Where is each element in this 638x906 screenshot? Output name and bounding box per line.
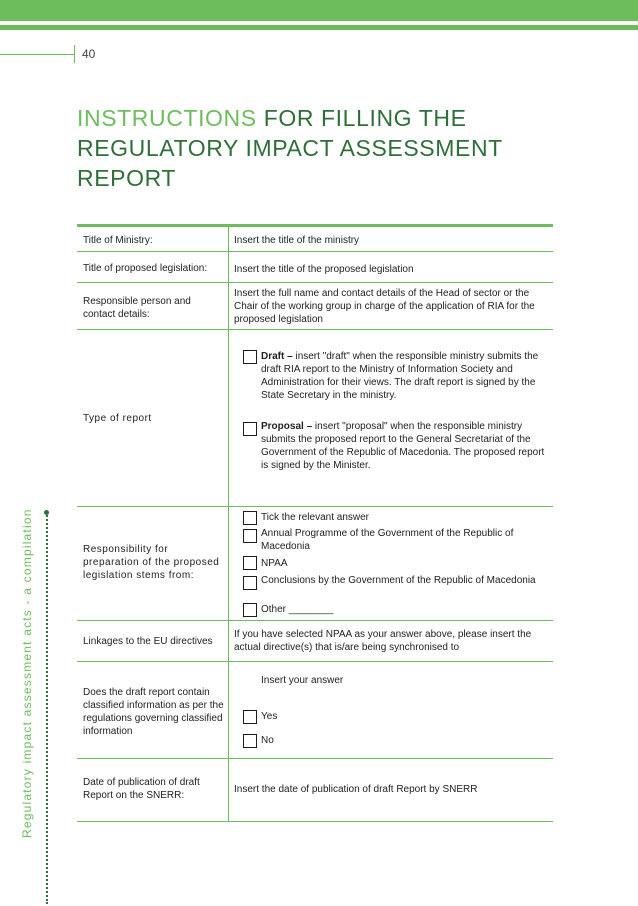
publication-value: Insert the date of publication of draft Report by SNERR	[234, 784, 478, 795]
no-option: No	[261, 735, 274, 746]
responsible-label: Responsible person and contact details:	[83, 296, 191, 320]
table-row-ministry	[77, 227, 553, 252]
column-divider	[228, 227, 229, 251]
column-divider	[228, 507, 229, 620]
draft-label: Draft –	[261, 351, 293, 362]
page-title	[77, 103, 557, 193]
column-divider	[228, 621, 229, 661]
other-checkbox[interactable]	[243, 603, 257, 617]
table-row-responsibility	[77, 507, 553, 621]
yes-checkbox[interactable]	[243, 710, 257, 724]
draft-checkbox[interactable]	[243, 350, 257, 364]
header-bar	[0, 0, 638, 21]
proposal-text: insert "proposal" when the responsible ministry submits the proposed report to the General Secretariat of the Government of the Republic of Macedonia. The proposed report is signed by the Minister.	[261, 421, 545, 471]
table-row-classified	[77, 662, 553, 759]
header-rule	[0, 25, 638, 30]
proposal-checkbox[interactable]	[243, 422, 257, 436]
column-divider	[228, 662, 229, 758]
table-row-linkages	[77, 621, 553, 662]
classified-label: Does the draft report contain classified information as per the regulations governing classified information	[83, 687, 224, 737]
annual-programme-option: Annual Programme of the Government of the Republic of Macedonia	[261, 528, 514, 552]
title-rest: FOR FILLING THE REGULATORY IMPACT ASSESSMENT REPORT	[77, 105, 503, 191]
column-divider	[228, 252, 229, 282]
table-row-legislation	[77, 252, 553, 283]
tick-checkbox[interactable]	[243, 511, 257, 525]
npaa-option: NPAA	[261, 558, 288, 569]
page-number-rule	[0, 54, 74, 55]
sidebar-dotted-line	[46, 512, 48, 904]
title-accent: INSTRUCTIONS	[77, 105, 257, 131]
column-divider	[228, 759, 229, 821]
no-checkbox[interactable]	[243, 734, 257, 748]
proposal-label: Proposal –	[261, 421, 313, 432]
page-number-tick	[74, 45, 75, 63]
npaa-checkbox[interactable]	[243, 556, 257, 570]
annual-programme-checkbox[interactable]	[243, 529, 257, 543]
yes-option: Yes	[261, 711, 278, 722]
tick-option: Tick the relevant answer	[261, 512, 370, 523]
linkages-label: Linkages to the EU directives	[83, 636, 213, 647]
ministry-value: Insert the title of the ministry	[234, 235, 360, 246]
type-label: Type of report	[83, 413, 152, 424]
other-option: Other ________	[261, 604, 334, 615]
page-number: 40	[82, 47, 96, 61]
column-divider	[228, 283, 229, 329]
conclusions-option: Conclusions by the Government of the Republic of Macedonia	[261, 575, 536, 586]
legislation-label: Title of proposed legislation:	[83, 263, 208, 274]
ministry-label: Title of Ministry:	[83, 235, 153, 246]
responsible-value: Insert the full name and contact details of the Head of sector or the Chair of the working group in charge of the application of RIA for the proposed legislation	[234, 288, 535, 325]
draft-text: insert "draft" when the responsible ministry submits the draft RIA report to the Ministry of Information Society and Administration for their views. The draft report is signed by the State Secretary in the ministry.	[261, 351, 539, 401]
draft-option	[261, 350, 546, 402]
classified-prompt: Insert your answer	[261, 675, 344, 686]
column-divider	[228, 330, 229, 506]
publication-label: Date of publication of draft Report on the SNERR:	[83, 777, 200, 801]
conclusions-checkbox[interactable]	[243, 576, 257, 590]
linkages-value: If you have selected NPAA as your answer above, please insert the actual directive(s) that is/are being synchronised to	[234, 629, 532, 653]
table-row-publication	[77, 759, 553, 822]
proposal-option	[261, 420, 546, 472]
sidebar-caption: Regulatory impact assessment acts - a compilation	[20, 508, 34, 838]
table-row-type	[77, 330, 553, 507]
table-row-responsible	[77, 283, 553, 330]
legislation-value: Insert the title of the proposed legislation	[234, 264, 414, 275]
responsibility-label: Responsibility for preparation of the proposed legislation stems from:	[83, 544, 220, 581]
